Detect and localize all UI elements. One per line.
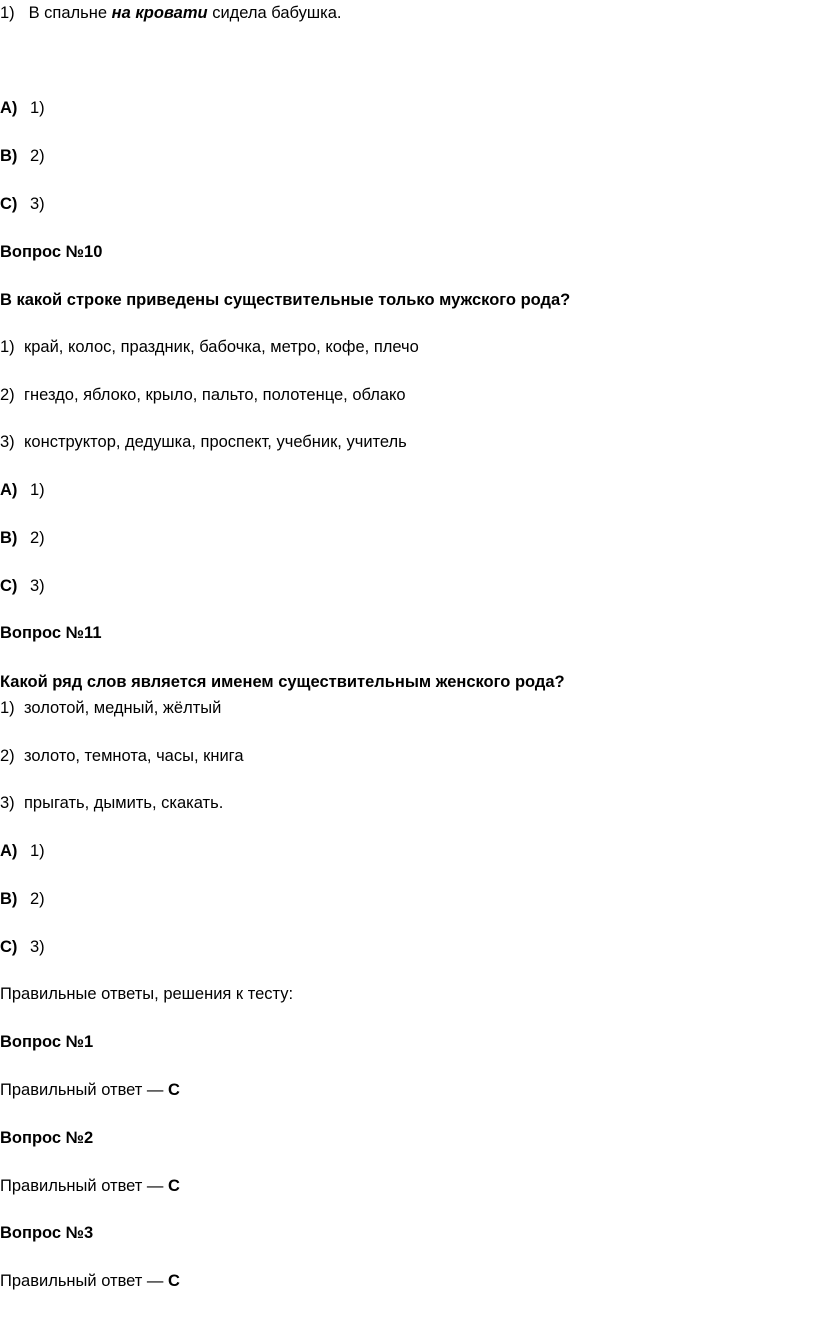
q10-answer-b xyxy=(0,527,45,549)
q10-option-3 xyxy=(0,431,407,453)
option-text: золотой, медный, жёлтый xyxy=(24,699,222,717)
answer-letter: A) xyxy=(0,842,18,860)
answer-letter: C xyxy=(168,1081,180,1099)
q9-answer-c xyxy=(0,193,45,215)
q11-answer-b xyxy=(0,888,45,910)
option-text: край, колос, праздник, бабочка, метро, кофе, плечо xyxy=(24,338,419,356)
answer-value: 3) xyxy=(30,195,45,213)
option-emphasis: на кровати xyxy=(111,4,208,22)
answer-value: 2) xyxy=(30,147,45,165)
answer-letter: C) xyxy=(0,938,18,956)
option-text: конструктор, дедушка, проспект, учебник, учитель xyxy=(24,433,407,451)
answer-value: 1) xyxy=(30,481,45,499)
option-number: 3) xyxy=(0,794,15,812)
answer-letter: A) xyxy=(0,99,18,117)
q9-answer-b xyxy=(0,145,45,167)
option-number: 1) xyxy=(0,338,15,356)
q10-option-2 xyxy=(0,384,406,406)
answer-value: 3) xyxy=(30,577,45,595)
answer-text: Правильный ответ — xyxy=(0,1272,168,1290)
answer-value: 1) xyxy=(30,99,45,117)
q9-answer-a xyxy=(0,97,45,119)
solution-3-heading: Вопрос №3 xyxy=(0,1224,94,1242)
q10-answer-a xyxy=(0,479,45,501)
option-number: 1) xyxy=(0,4,15,22)
solution-1-answer xyxy=(0,1079,180,1101)
solution-3-answer xyxy=(0,1270,180,1292)
answer-letter: B) xyxy=(0,147,18,165)
q11-option-3 xyxy=(0,792,223,814)
answer-value: 3) xyxy=(30,938,45,956)
q11-answer-a xyxy=(0,840,45,862)
q9-option-line xyxy=(0,2,341,24)
solution-2-answer xyxy=(0,1175,180,1197)
answer-text: Правильный ответ — xyxy=(0,1177,168,1195)
q11-option-2 xyxy=(0,745,244,767)
solution-2-heading: Вопрос №2 xyxy=(0,1129,94,1147)
option-text: прыгать, дымить, скакать. xyxy=(24,794,224,812)
answer-letter: A) xyxy=(0,481,18,499)
q11-option-1 xyxy=(0,697,221,719)
option-number: 1) xyxy=(0,699,15,717)
q10-heading: Вопрос №10 xyxy=(0,243,103,261)
solutions-title: Правильные ответы, решения к тесту: xyxy=(0,985,294,1003)
q10-option-1 xyxy=(0,336,419,358)
answer-value: 2) xyxy=(30,890,45,908)
q10-question: В какой строке приведены существительные только мужского рода? xyxy=(0,291,571,309)
q11-heading: Вопрос №11 xyxy=(0,624,102,642)
answer-letter: C) xyxy=(0,577,18,595)
answer-value: 1) xyxy=(30,842,45,860)
answer-letter: C) xyxy=(0,195,18,213)
option-text: гнездо, яблоко, крыло, пальто, полотенце, облако xyxy=(24,386,406,404)
q11-answer-c xyxy=(0,936,45,958)
option-number: 3) xyxy=(0,433,15,451)
answer-value: 2) xyxy=(30,529,45,547)
option-text-after: сидела бабушка. xyxy=(212,4,342,22)
answer-letter: B) xyxy=(0,529,18,547)
option-text: золото, темнота, часы, книга xyxy=(24,747,244,765)
option-number: 2) xyxy=(0,747,15,765)
answer-text: Правильный ответ — xyxy=(0,1081,168,1099)
answer-letter: C xyxy=(168,1272,180,1290)
option-text-before: В спальне xyxy=(28,4,108,22)
option-number: 2) xyxy=(0,386,15,404)
answer-letter: C xyxy=(168,1177,180,1195)
answer-letter: B) xyxy=(0,890,18,908)
q11-question: Какой ряд слов является именем существительным женского рода? xyxy=(0,673,565,691)
q10-answer-c xyxy=(0,575,45,597)
solution-1-heading: Вопрос №1 xyxy=(0,1033,94,1051)
